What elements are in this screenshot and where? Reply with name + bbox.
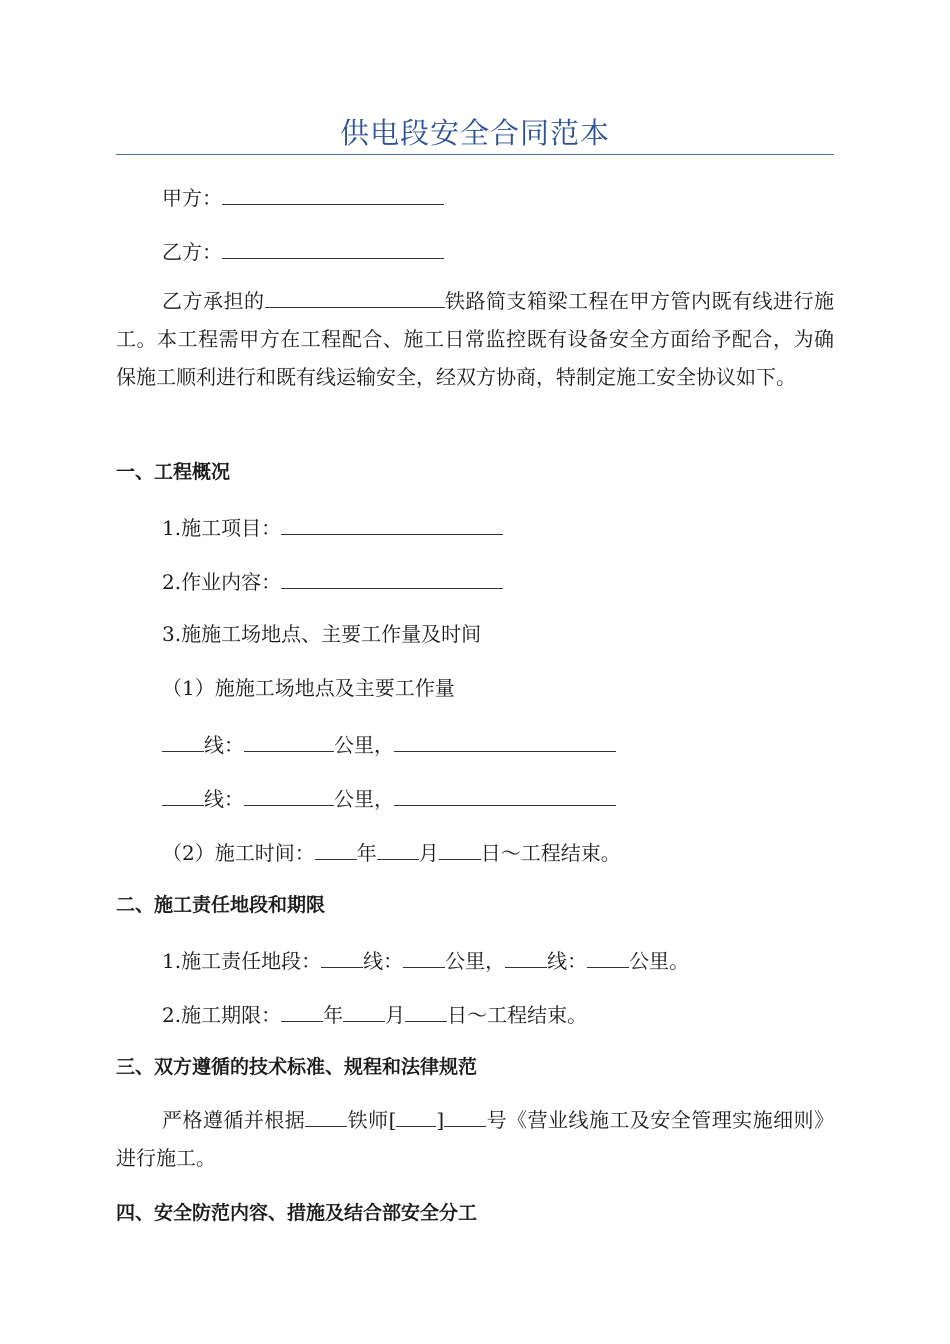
party-b-label: 乙方： (162, 240, 222, 264)
day-end-label: 日～工程结束。 (480, 841, 621, 865)
line-name-blank (162, 729, 204, 752)
section3-heading: 三、双方遵循的技术标准、规程和法律规范 (116, 1056, 478, 1078)
section1-heading: 一、工程概况 (116, 461, 231, 483)
line-label: 线： (204, 787, 244, 811)
standard-suffix: 号《营业线施工及安全管理实施细则》进行施工。 (116, 1108, 835, 1170)
km-blank (244, 729, 334, 752)
section2-item1 (162, 945, 689, 975)
km-label: 公里， (445, 949, 506, 973)
party-a-line (162, 182, 444, 212)
intro-suffix: 铁路简支箱梁工程在甲方管内既有线进行施工。本工程需甲方在工程配合、施工日常监控既有设备安全方面给予配合，为确保施工顺利进行和既有线运输安全，经双方协商，特制定施工安全协议如下。 (116, 289, 834, 389)
section1-item1 (162, 512, 503, 542)
km-blank (587, 945, 629, 968)
tieshi-label: 铁师[ (347, 1108, 397, 1132)
year-label: 年 (323, 1003, 344, 1027)
intro-prefix: 乙方承担的 (162, 289, 265, 313)
section2-item2 (162, 999, 587, 1029)
document-title: 供电段安全合同范本 (339, 116, 610, 150)
standard-blank-2 (396, 1104, 436, 1127)
km-label: 公里， (334, 733, 394, 757)
section1-item2 (162, 566, 503, 596)
line-row-1 (162, 729, 616, 759)
month-label: 月 (418, 841, 439, 865)
line-label: 线： (547, 949, 588, 973)
title-underline (116, 154, 834, 155)
month-blank (343, 999, 385, 1022)
item2-label: 2.作业内容： (162, 570, 282, 594)
section4-heading: 四、安全防范内容、措施及结合部安全分工 (116, 1202, 478, 1224)
standard-prefix: 严格遵循并根据 (162, 1108, 306, 1132)
responsibility-label: 1.施工责任地段： (162, 949, 322, 973)
km-blank (403, 945, 445, 968)
year-blank (315, 837, 357, 860)
section1-sub1: （1）施施工场地点及主要工作量 (162, 676, 455, 700)
line-label: 线： (204, 733, 244, 757)
km-blank (244, 783, 334, 806)
section2-heading: 二、施工责任地段和期限 (116, 894, 326, 916)
day-blank (405, 999, 447, 1022)
section3-paragraph (116, 1101, 834, 1177)
line-blank (505, 945, 547, 968)
standard-blank-3 (444, 1104, 486, 1127)
year-blank (281, 999, 323, 1022)
km-end-label: 公里。 (629, 949, 690, 973)
party-a-label: 甲方： (162, 186, 222, 210)
item1-blank (281, 512, 503, 535)
month-label: 月 (385, 1003, 406, 1027)
sub2-label: （2）施工时间： (162, 841, 315, 865)
workload-blank (394, 783, 616, 806)
section1-sub2 (162, 837, 621, 867)
section1-item3: 3.施施工场地点、主要工作量及时间 (162, 622, 482, 646)
km-label: 公里， (334, 787, 394, 811)
workload-blank (394, 729, 616, 752)
bracket-close: ] (436, 1108, 445, 1132)
item1-label: 1.施工项目： (162, 516, 282, 540)
month-blank (377, 837, 419, 860)
day-end-label: 日～工程结束。 (447, 1003, 588, 1027)
item2-blank (281, 566, 503, 589)
standard-blank-1 (305, 1104, 347, 1127)
intro-project-blank (265, 285, 445, 308)
party-b-blank (222, 236, 444, 259)
intro-paragraph (116, 282, 834, 396)
line-blank (321, 945, 363, 968)
line-label: 线： (363, 949, 404, 973)
party-a-blank (222, 182, 444, 205)
party-b-line (162, 236, 444, 266)
year-label: 年 (356, 841, 377, 865)
line-name-blank (162, 783, 204, 806)
period-label: 2.施工期限： (162, 1003, 282, 1027)
day-blank (439, 837, 481, 860)
line-row-2 (162, 783, 616, 813)
